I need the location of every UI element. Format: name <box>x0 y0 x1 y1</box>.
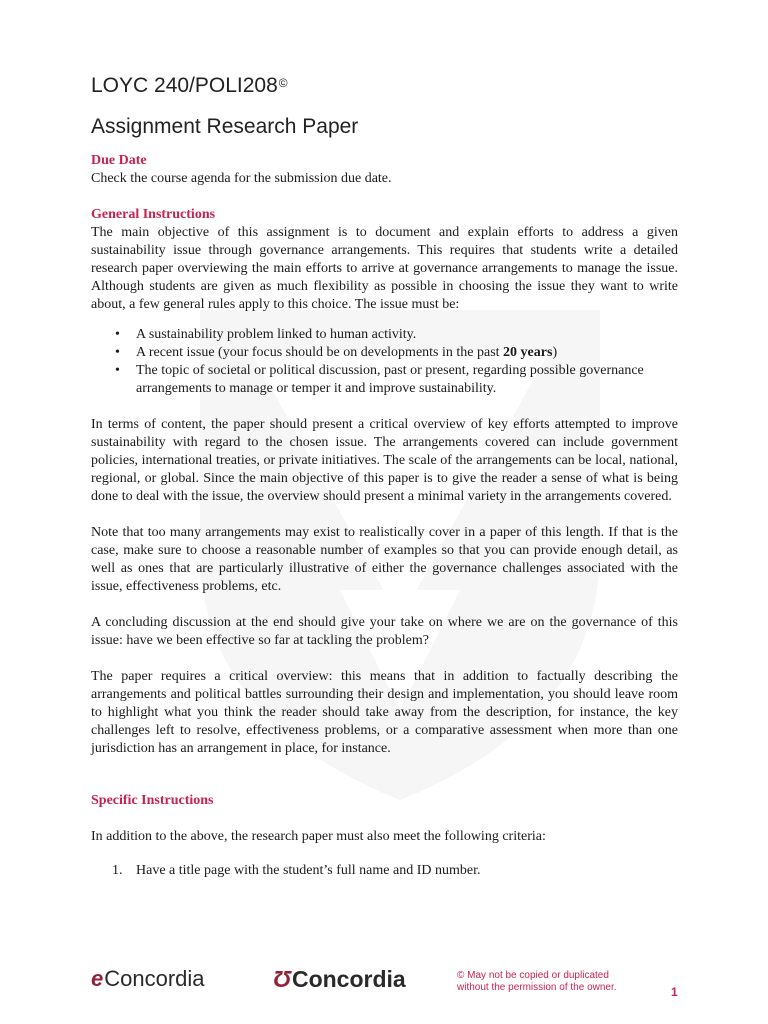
due-date-heading: Due Date <box>91 153 147 168</box>
list-item: • The topic of societal or political discussion, past or present, regarding possible governance arrangements to manage or temper it and improve sustainability. <box>136 362 678 398</box>
document-body <box>91 152 678 880</box>
content-paragraph: In terms of content, the paper should present a critical overview of key efforts attempted to improve sustainability with regard to the chosen issue. The arrangements covered can include government policies, international treaties, or private initiatives. The scale of the arrangements can be local, national, regional, or global. Since the main objective of this paper is to give the reader a sense of what is being done to deal with the issue, the overview should present a minimal variety in the arrangements covered. <box>91 417 678 504</box>
arrangements-paragraph: Note that too many arrangements may exist to realistically cover in a paper of this length. If that is the case, make sure to choose a reasonable number of examples so that you can provide enough detail, as well as ones that are particularly illustrative of either the governance challenges associated with the issue, effectiveness problems, etc. <box>91 525 678 594</box>
specific-intro-paragraph: In addition to the above, the research paper must also meet the following criteria: <box>91 829 546 844</box>
list-item: • A sustainability problem linked to human activity. <box>136 326 678 344</box>
concordia-logo-continuing-education <box>91 966 205 992</box>
list-item: • A recent issue (your focus should be on developments in the past 20 years) <box>136 344 678 362</box>
document-title: Assignment Research Paper <box>91 115 359 138</box>
page-number: 1 <box>671 985 678 999</box>
concordia-crest-icon: Ʊ <box>273 966 291 992</box>
logo-text: Concordia <box>104 966 205 991</box>
page-footer <box>91 964 691 1004</box>
copyright-symbol: © <box>278 76 288 90</box>
issue-criteria-list <box>91 326 678 398</box>
criteria-list <box>91 862 678 880</box>
general-instructions-heading: General Instructions <box>91 207 216 222</box>
due-date-text: Check the course agenda for the submission due date. <box>91 171 392 186</box>
logo-text: Concordia <box>291 966 406 992</box>
copyright-notice: © May not be copied or duplicated without the permission of the owner. <box>457 970 617 993</box>
specific-instructions-heading: Specific Instructions <box>91 793 214 808</box>
course-code: LOYC 240/POLI208 <box>91 74 278 97</box>
general-intro-paragraph: The main objective of this assignment is to document and explain efforts to address a given sustainability issue through governance arrangements. This requires that students write a detailed research paper overviewing the main efforts to arrive at governance arrangements to manage the issue. Although students are given as much flexibility as possible in choosing the issue they want to write about, a few general rules apply to this choice. The issue must be: <box>91 225 678 312</box>
list-item: 1. Have a title page with the student’s full name and ID number. <box>112 863 481 878</box>
critical-overview-paragraph: The paper requires a critical overview: this means that in addition to factually describing the arrangements and political battles surrounding their design and implementation, you should leave room to highlight what you think the reader should take away from the description, for instance, the key challenges left to resolve, effectiveness problems, or a comparative assessment when more than one jurisdiction has an arrangement in place, for instance. <box>91 669 678 756</box>
concordia-logo <box>273 966 406 993</box>
course-code-heading <box>91 70 288 99</box>
concordia-e-icon: e <box>91 966 104 991</box>
conclusion-paragraph: A concluding discussion at the end should give your take on where we are on the governance of this issue: have we been effective so far at tackling the problem? <box>91 615 678 648</box>
